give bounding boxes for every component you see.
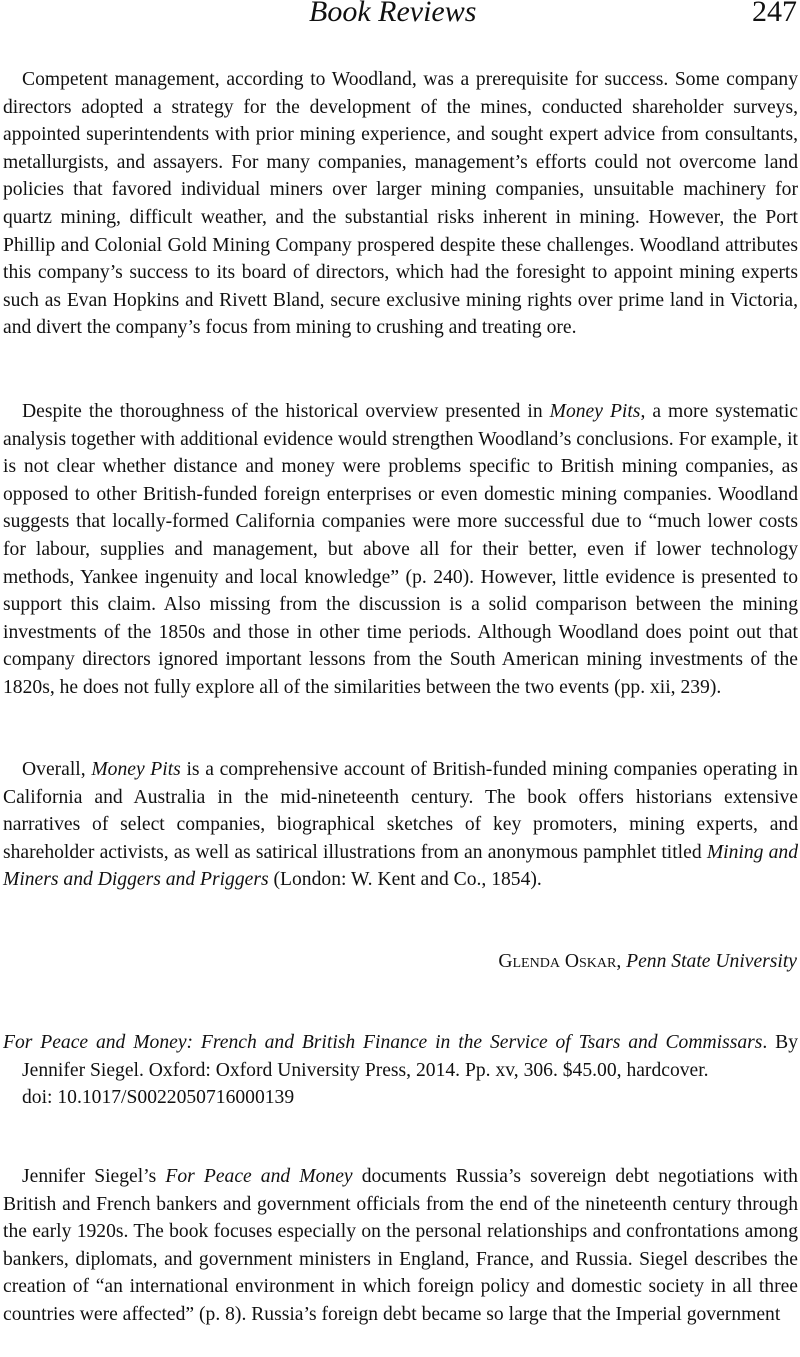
paragraph-2-text-a: Despite the thoroughness of the historical overview presented in: [22, 401, 550, 422]
citation-doi: doi: 10.1017/S0022050716000139: [22, 1087, 295, 1109]
review-paragraph-3: [3, 756, 798, 894]
review-paragraph-4: [3, 1163, 798, 1329]
paragraph-4-book-title: For Peace and Money: [165, 1166, 353, 1187]
citation-details: . By Jennifer Siegel. Oxford: Oxford University Press, 2014. Pp. xv, 306. $45.00, hardcover.: [22, 1032, 798, 1081]
reviewer-name: Glenda Oskar: [498, 951, 617, 972]
paragraph-1-text: Competent management, according to Woodland, was a prerequisite for success. Some company directors adopted a strategy for the development of the mines, conducted shareholder surveys, appointed superintendents with prior mining experience, and sought expert advice from consultants, metallurgists, and assayers. For many companies, management’s efforts could not overcome land policies that favored individual miners over larger mining companies, unsuitable machinery for quartz mining, difficult weather, and the substantial risks inherent in mining. However, the Port Phillip and Colonial Gold Mining Company prospered despite these challenges. Woodland attributes this company’s success to its board of directors, which had the foresight to appoint mining experts such as Evan Hopkins and Rivett Bland, secure exclusive mining rights over prime land in Victoria, and divert the company’s focus from mining to crushing and treating ore.: [3, 69, 798, 339]
review-paragraph-2: [3, 398, 798, 702]
page-number: 247: [752, 0, 797, 28]
paragraph-2-book-title: Money Pits: [549, 401, 641, 422]
paragraph-3-pamphlet-title: Mining and Miners and Diggers and Priggers: [3, 841, 798, 891]
reviewer-signature: [498, 948, 797, 976]
signature-separator: ,: [616, 951, 627, 972]
book-citation: [3, 1029, 798, 1112]
paragraph-2-text-b: , a more systematic analysis together with additional evidence would strengthen Woodland’s conclusions. For example, it is not clear whether distance and money were problems specific to British mining companies, as opposed to other British-funded foreign enterprises or even domestic mining companies. Woodland suggests that locally-formed California companies were more successful due to “much lower costs for labour, supplies and management, but above all for their better, even if lower technology methods, Yankee ingenuity and local knowledge” (p. 240). However, little evidence is presented to support this claim. Also missing from the discussion is a solid comparison between the mining investments of the 1850s and those in other time periods. Although Woodland does point out that company directors ignored important lessons from the South American mining investments of the 1820s, he does not fully explore all of the similarities between the two events (pp. xii, 239).: [3, 401, 798, 698]
reviewer-affiliation: Penn State University: [626, 951, 797, 972]
citation-book-title: For Peace and Money: French and British Finance in the Service of Tsars and Commissars: [3, 1032, 763, 1053]
review-paragraph-1: [3, 66, 798, 342]
paragraph-3-text-c: (London: W. Kent and Co., 1854).: [268, 869, 542, 891]
paragraph-3-book-title: Money Pits: [91, 759, 181, 780]
running-head-title: Book Reviews: [309, 0, 477, 28]
paragraph-3-text-b: is a comprehensive account of British-funded mining companies operating in California and Australia in the mid-nineteenth century. The book offers historians extensive narratives of select companies, biographical sketches of key promoters, mining experts, and shareholder activists, as well as satirical illustrations from an anonymous pamphlet titled: [3, 759, 798, 863]
paragraph-4-text-a: Jennifer Siegel’s: [22, 1166, 166, 1187]
paragraph-3-text-a: Overall,: [22, 759, 92, 780]
running-header: [0, 0, 800, 32]
paragraph-4-text-b: documents Russia’s sovereign debt negotiations with British and French bankers and government officials from the end of the nineteenth century through the early 1920s. The book focuses especially on the personal relationships and confrontations among bankers, diplomats, and government ministers in England, France, and Russia. Siegel describes the creation of “an international environment in which foreign policy and domestic society in all three countries were affected” (p. 8). Russia’s foreign debt became so large that the Imperial government: [3, 1166, 798, 1325]
